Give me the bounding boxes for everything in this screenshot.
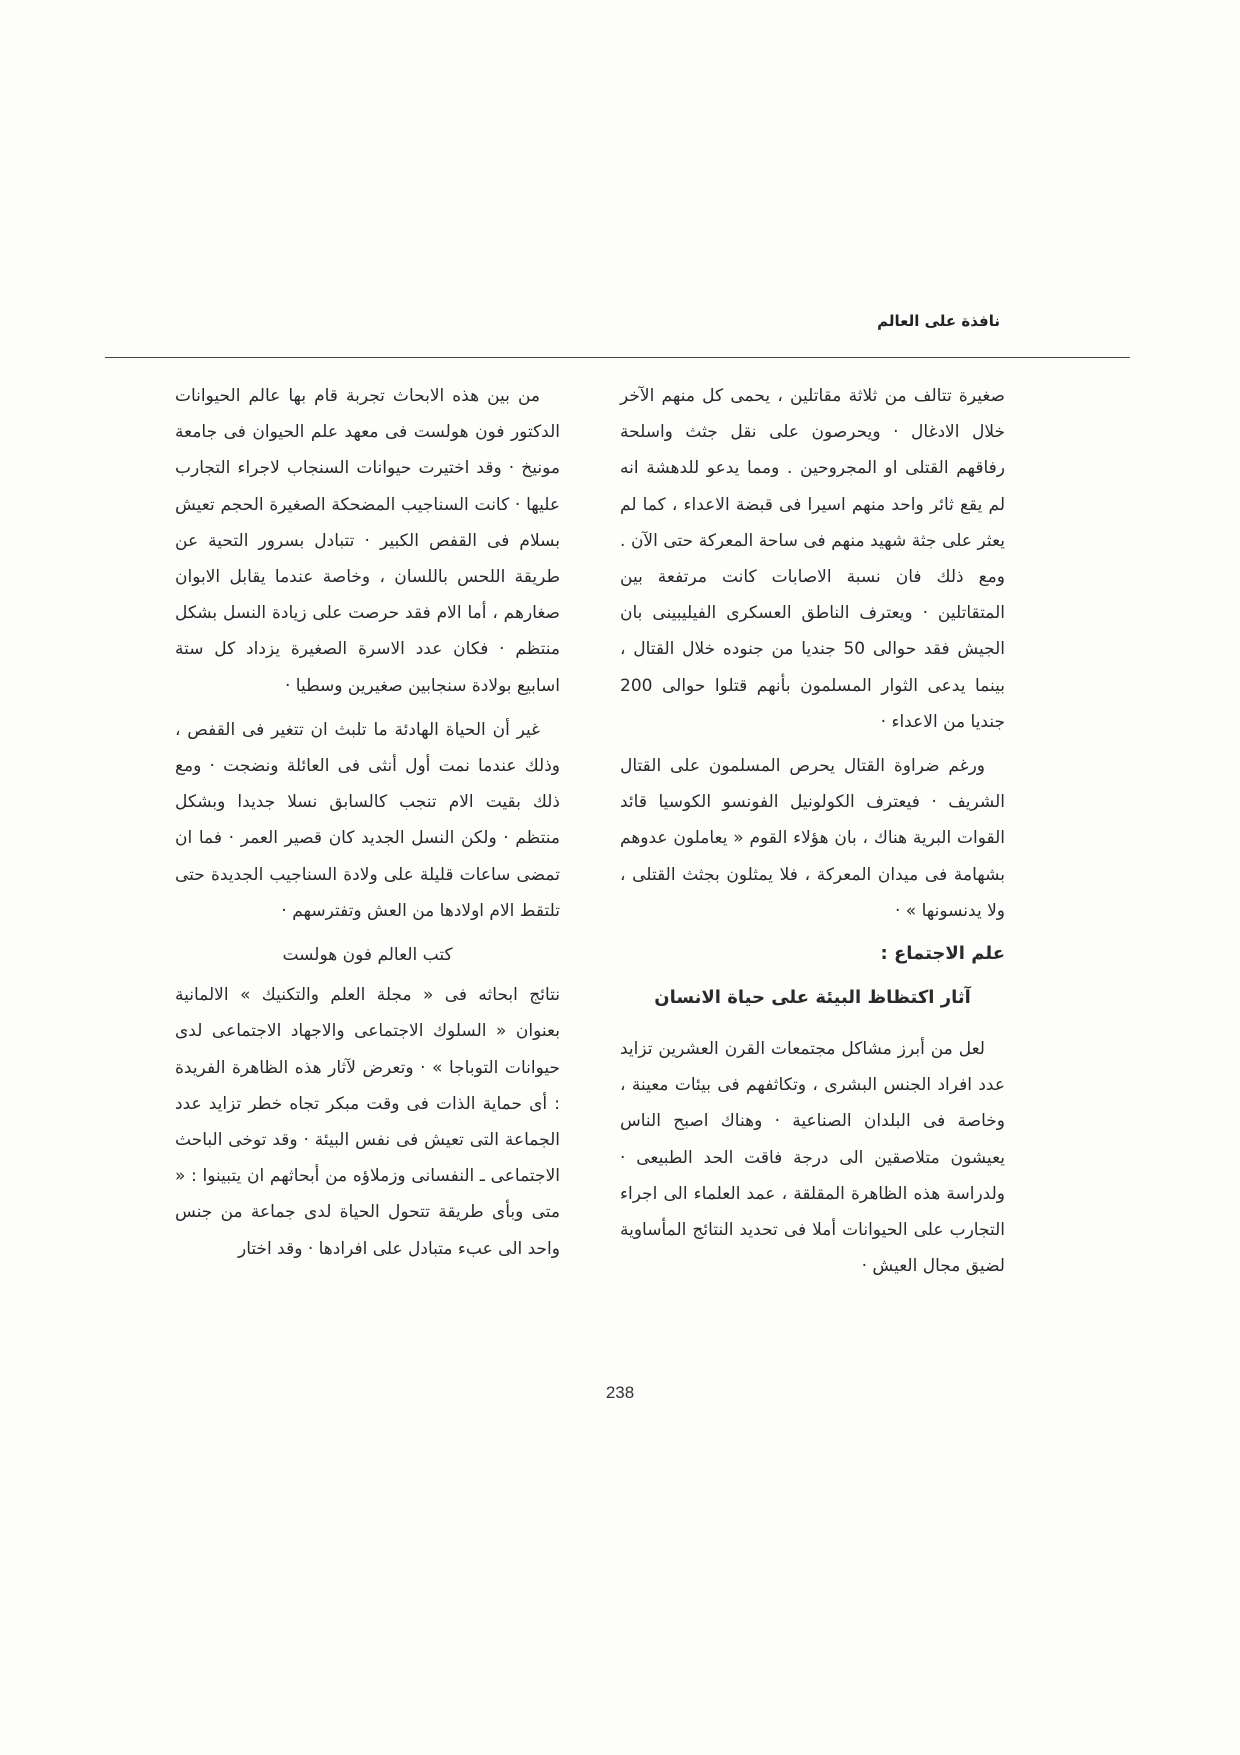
right-paragraph-2: ورغم ضراوة القتال يحرص المسلمون على القتال الشريف · فيعترف الكولونيل الفونسو الكوسيا قائد القوات البرية هناك ، بان هؤلاء القوم « يعاملون عدوهم بشهامة فى ميدان المعركة ، فلا يمثلون بجثث القتلى ، ولا يدنسونها » · <box>620 756 1005 921</box>
section-title: علم الاجتماع : <box>880 943 1005 965</box>
author-line: كتب العالم فون هولست <box>282 945 453 966</box>
left-paragraph-1: من بين هذه الابحاث تجربة قام بها عالم الحيوانات الدكتور فون هولست فى معهد علم الحيوان فى جامعة مونيخ · وقد اختيرت حيوانات السنجاب لاجراء التجارب عليها · كانت السناجيب المضحكة الصغيرة الحجم تعيش بسلام فى القفص الكبير · تتبادل بسرور التحية عن طريقة اللحس باللسان ، وخاصة عندما يقابل الابوان صغارهم ، أما الام فقد حرصت على زيادة النسل بشكل منتظم · فكان عدد الاسرة الصغيرة يزداد كل ستة اسابيع بولادة سنجابين صغيرين وسطيا · <box>175 386 560 696</box>
right-paragraph-1: صغيرة تتالف من ثلاثة مقاتلين ، يحمى كل منهم الآخر خلال الادغال · ويحرصون على نقل جثث واسلحة رفاقهم القتلى او المجروحين . ومما يدعو للدهشة انه لم يقع ثائر واحد منهم اسيرا فى قبضة الاعداء ، كما لم يعثر على جثة شهيد منهم فى ساحة المعركة حتى الآن . ومع ذلك فان نسبة الاصابات كانت مرتفعة بين المتقاتلين · ويعترف الناطق العسكرى الفيليبينى بان الجيش فقد حوالى 50 جنديا من جنوده خلال القتال ، بينما يدعى الثوار المسلمون بأنهم قتلوا حوالى 200 جنديا من الاعداء · <box>620 386 1005 732</box>
right-column <box>620 378 1005 1292</box>
page-number: 238 <box>605 1383 635 1402</box>
article-subtitle: آثار اكتظاظ البيئة على حياة الانسان <box>654 987 971 1009</box>
left-column <box>175 378 560 1275</box>
running-header: نافذة على العالم <box>877 312 1000 330</box>
left-paragraph-2: غير أن الحياة الهادئة ما تلبث ان تتغير فى القفص ، وذلك عندما نمت أول أنثى فى العائلة ونضجت · ومع ذلك بقيت الام تنجب كالسابق نسلا جديدا وبشكل منتظم · ولكن النسل الجديد كان قصير العمر · فما ان تمضى ساعات قليلة على ولادة السناجيب الجديدة حتى تلتقط الام اولادها من العش وتفترسهم · <box>175 719 560 921</box>
right-paragraph-3: لعل من أبرز مشاكل مجتمعات القرن العشرين تزايد عدد افراد الجنس البشرى ، وتكاثفهم فى بيئات معينة ، وخاصة فى البلدان الصناعية · وهناك اصبح الناس يعيشون متلاصقين الى درجة فاقت الحد الطبيعى · ولدراسة هذه الظاهرة المقلقة ، عمد العلماء الى اجراء التجارب على الحيوانات أملا فى تحديد النتائج المأساوية لضيق مجال العيش · <box>620 1039 1005 1277</box>
left-paragraph-3: نتائج ابحاثه فى « مجلة العلم والتكنيك » الالمانية بعنوان « السلوك الاجتماعى والاجهاد الاجتماعى لدى حيوانات التوباجا » · وتعرض لآثار هذه الظاهرة الفريدة : أى حماية الذات فى وقت مبكر تجاه خطر تزايد عدد الجماعة التى تعيش فى نفس البيئة · وقد توخى الباحث الاجتماعى ـ النفسانى وزملاؤه من أبحاثهم ان يتبينوا : « متى وبأى طريقة تتحول الحياة لدى جماعة من جنس واحد الى عبء متبادل على افرادها · وقد اختار <box>175 985 560 1259</box>
header-divider <box>105 357 1130 358</box>
